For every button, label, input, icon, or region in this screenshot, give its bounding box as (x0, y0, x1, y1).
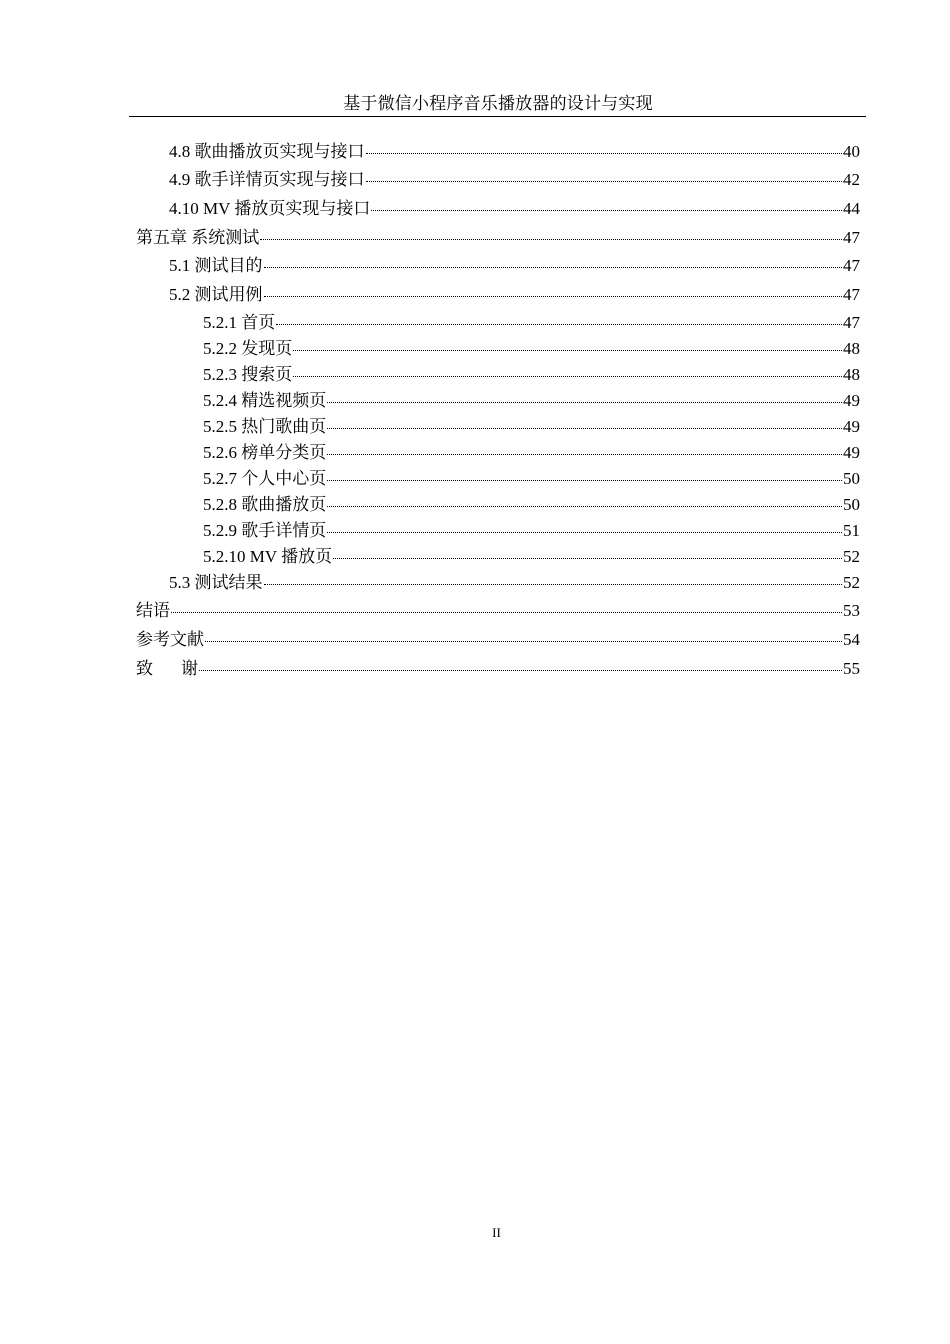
toc-entry-page: 55 (843, 659, 860, 678)
toc-leader-dots (327, 402, 842, 403)
toc-leader-dots (293, 376, 842, 377)
toc-entry-page: 52 (843, 547, 860, 566)
running-header-title: 基于微信小程序音乐播放器的设计与实现 (343, 94, 653, 113)
toc-entry-label: 5.3 测试结果 (169, 573, 263, 592)
toc-entry-label: 5.1 测试目的 (169, 256, 263, 275)
toc-entry-page: 42 (843, 170, 860, 189)
toc-entry-label: 5.2.9 歌手详情页 (203, 521, 327, 540)
toc-entry-label: 5.2.8 歌曲播放页 (203, 495, 327, 514)
toc-entry-page: 47 (843, 313, 860, 332)
toc-entry-label: 结语 (136, 601, 170, 620)
toc-entry-page: 48 (843, 339, 860, 358)
toc-entry-label: 致谢 (136, 659, 226, 678)
toc-entry-label: 第五章 系统测试 (136, 228, 260, 247)
toc-leader-dots (371, 210, 842, 211)
toc-leader-dots (264, 584, 843, 585)
toc-entry[interactable] (203, 364, 860, 386)
toc-entry-label: 5.2.1 首页 (203, 313, 276, 332)
toc-entry-label: 5.2.6 榜单分类页 (203, 443, 327, 462)
toc-entry[interactable] (169, 572, 860, 594)
toc-entry-label: 5.2.4 精选视频页 (203, 391, 327, 410)
toc-leader-dots (327, 454, 842, 455)
toc-entry-label: 5.2.2 发现页 (203, 339, 293, 358)
toc-entry[interactable] (203, 312, 860, 334)
toc-entry-label: 5.2.7 个人中心页 (203, 469, 327, 488)
toc-leader-dots (171, 612, 842, 613)
page-number: II (492, 1225, 501, 1240)
toc-entry-page: 50 (843, 495, 860, 514)
toc-entry[interactable] (169, 198, 860, 220)
toc-entry-label: 5.2.5 热门歌曲页 (203, 417, 327, 436)
toc-entry-page: 52 (843, 573, 860, 592)
toc-entry-page: 47 (843, 228, 860, 247)
toc-leader-dots (264, 267, 843, 268)
toc-entry-label: 4.10 MV 播放页实现与接口 (169, 199, 371, 218)
toc-entry-page: 49 (843, 417, 860, 436)
toc-entry-page: 49 (843, 391, 860, 410)
toc-leader-dots (264, 296, 843, 297)
toc-entry-label: 参考文献 (136, 630, 204, 649)
toc-entry-page: 51 (843, 521, 860, 540)
toc-entry-label: 5.2 测试用例 (169, 285, 263, 304)
toc-entry[interactable] (203, 494, 860, 516)
toc-entry-page: 54 (843, 630, 860, 649)
toc-entry-chapter[interactable] (136, 600, 860, 622)
toc-entry[interactable] (203, 468, 860, 490)
toc-entry-page: 50 (843, 469, 860, 488)
toc-leader-dots (293, 350, 842, 351)
toc-entry-page: 48 (843, 365, 860, 384)
toc-leader-dots (260, 239, 842, 240)
toc-leader-dots (327, 532, 842, 533)
toc-leader-dots (327, 480, 842, 481)
toc-entry[interactable] (169, 169, 860, 191)
toc-entry[interactable] (169, 255, 860, 277)
toc-leader-dots (276, 324, 842, 325)
toc-entry-label: 5.2.3 搜索页 (203, 365, 293, 384)
toc-entry-label: 5.2.10 MV 播放页 (203, 547, 333, 566)
toc-entry[interactable] (169, 141, 860, 163)
toc-entry[interactable] (203, 416, 860, 438)
toc-entry-chapter[interactable] (136, 658, 860, 680)
toc-leader-dots (366, 181, 843, 182)
toc-leader-dots (199, 670, 842, 671)
toc-entry-chapter[interactable] (136, 629, 860, 651)
toc-entry-page: 44 (843, 199, 860, 218)
toc-entry-page: 47 (843, 256, 860, 275)
toc-entry[interactable] (203, 520, 860, 542)
toc-entry[interactable] (203, 442, 860, 464)
toc-leader-dots (327, 506, 842, 507)
toc-leader-dots (205, 641, 842, 642)
toc-leader-dots (333, 558, 842, 559)
toc-entry[interactable] (203, 338, 860, 360)
toc-entry-page: 49 (843, 443, 860, 462)
toc-entry-page: 47 (843, 285, 860, 304)
toc-leader-dots (327, 428, 842, 429)
toc-entry-chapter[interactable] (136, 227, 860, 249)
toc-leader-dots (366, 153, 843, 154)
toc-entry[interactable] (169, 284, 860, 306)
toc-entry-label: 4.9 歌手详情页实现与接口 (169, 170, 365, 189)
toc-entry-label: 4.8 歌曲播放页实现与接口 (169, 142, 365, 161)
toc-entry[interactable] (203, 546, 860, 568)
toc-entry-page: 40 (843, 142, 860, 161)
toc-entry-page: 53 (843, 601, 860, 620)
toc-entry[interactable] (203, 390, 860, 412)
